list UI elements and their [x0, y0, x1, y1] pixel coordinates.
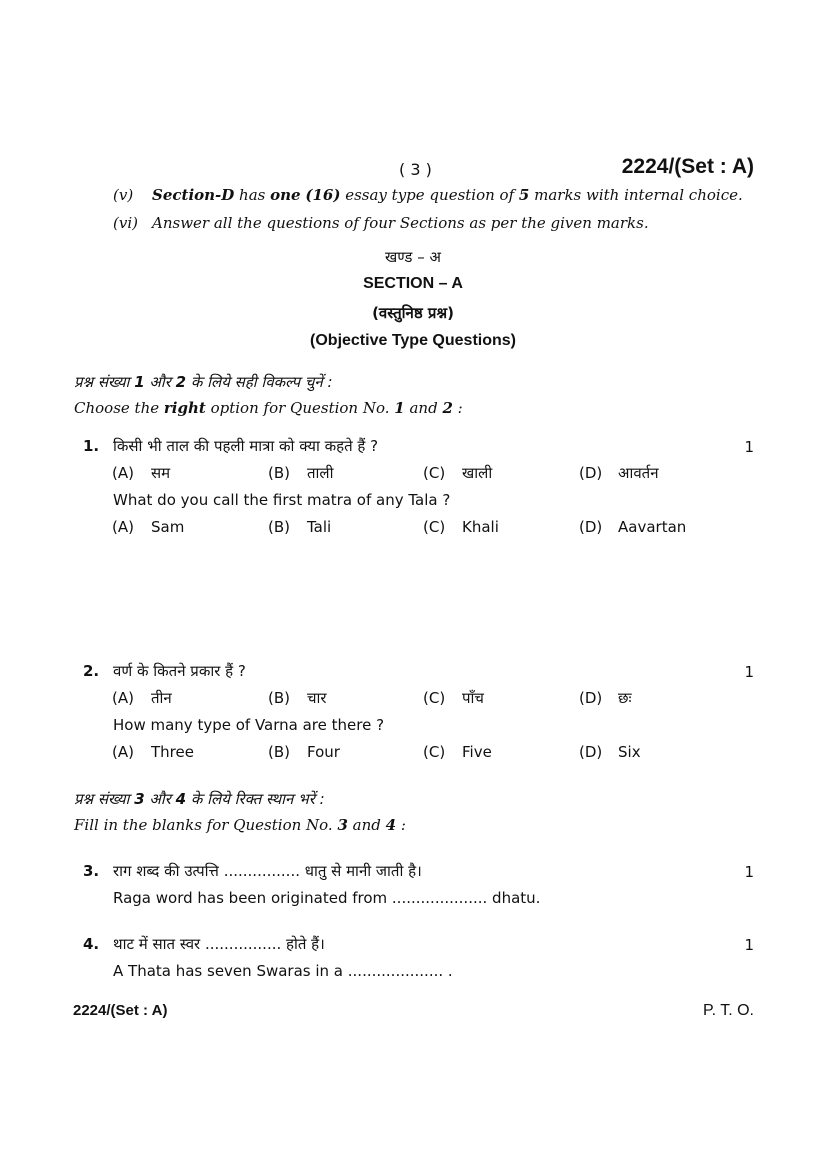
- option-label: (C): [423, 464, 446, 482]
- question-english: What do you call the first matra of any Tala ?: [113, 491, 451, 509]
- option-text: चार: [307, 689, 327, 707]
- option-label: (A): [112, 689, 134, 707]
- paper-code-header: 2224/(Set : A): [621, 155, 754, 178]
- instruction-text: Section-D has one (16) essay type question of 5 marks with internal choice.: [152, 186, 743, 204]
- instruction-number: (v): [113, 186, 134, 204]
- option-text: Khali: [462, 518, 499, 536]
- option-label: (C): [423, 743, 446, 761]
- option-label: (C): [423, 689, 446, 707]
- option-label: (C): [423, 518, 446, 536]
- option-label: (D): [579, 518, 603, 536]
- question-hindi: राग शब्द की उत्पत्ति ................ धातु से मानी जाती है।: [113, 862, 422, 880]
- option-text: आवर्तन: [618, 464, 659, 482]
- option-label: (A): [112, 743, 134, 761]
- question-english: How many type of Varna are there ?: [113, 716, 385, 734]
- option-text: Six: [618, 743, 641, 761]
- section-hindi-title: खण्ड – अ: [385, 248, 441, 266]
- option-text: सम: [151, 464, 171, 482]
- question-number: 1.: [83, 437, 100, 455]
- option-label: (D): [579, 743, 603, 761]
- paper-code-footer: 2224/(Set : A): [73, 1002, 168, 1019]
- option-label: (B): [268, 464, 290, 482]
- question-marks: 1: [744, 663, 754, 681]
- direction-english: Choose the right option for Question No. 1 and 2 :: [74, 399, 463, 417]
- page-number: ( 3 ): [399, 160, 432, 179]
- section-hindi-subtitle: (वस्तुनिष्ठ प्रश्न): [372, 304, 454, 322]
- section-subtitle: (Objective Type Questions): [310, 332, 516, 349]
- option-text: ताली: [307, 464, 334, 482]
- question-hindi: थाट में सात स्वर ................ होते हैं।: [113, 935, 325, 953]
- instruction-number: (vi): [113, 214, 138, 232]
- pto-label: P. T. O.: [703, 1002, 754, 1019]
- option-label: (D): [579, 689, 603, 707]
- option-label: (A): [112, 518, 134, 536]
- question-marks: 1: [744, 863, 754, 881]
- question-number: 2.: [83, 662, 100, 680]
- option-label: (B): [268, 689, 290, 707]
- option-label: (B): [268, 743, 290, 761]
- option-text: Sam: [151, 518, 185, 536]
- option-label: (A): [112, 464, 134, 482]
- instruction-text: Answer all the questions of four Sections as per the given marks.: [152, 214, 649, 232]
- direction-english: Fill in the blanks for Question No. 3 and 4 :: [74, 816, 406, 834]
- question-hindi: वर्ण के कितने प्रकार हैं ?: [113, 662, 246, 680]
- direction-hindi: प्रश्न संख्या 3 और 4 के लिये रिक्त स्थान भरें :: [74, 790, 325, 808]
- option-text: पाँच: [462, 689, 484, 707]
- question-marks: 1: [744, 936, 754, 954]
- option-text: Tali: [307, 518, 332, 536]
- option-text: Five: [462, 743, 492, 761]
- option-text: तीन: [151, 689, 172, 707]
- option-text: Aavartan: [618, 518, 687, 536]
- question-number: 3.: [83, 862, 100, 880]
- section-title: SECTION – A: [363, 275, 463, 292]
- option-text: Four: [307, 743, 340, 761]
- option-text: छः: [618, 689, 632, 707]
- question-english: Raga word has been originated from .................... dhatu.: [113, 889, 541, 907]
- option-label: (D): [579, 464, 603, 482]
- option-text: खाली: [462, 464, 493, 482]
- question-number: 4.: [83, 935, 100, 953]
- option-label: (B): [268, 518, 290, 536]
- question-hindi: किसी भी ताल की पहली मात्रा को क्या कहते हैं ?: [113, 437, 379, 455]
- question-english: A Thata has seven Swaras in a .................... .: [113, 962, 453, 980]
- direction-hindi: प्रश्न संख्या 1 और 2 के लिये सही विकल्प चुनें :: [74, 373, 333, 391]
- option-text: Three: [151, 743, 194, 761]
- question-marks: 1: [744, 438, 754, 456]
